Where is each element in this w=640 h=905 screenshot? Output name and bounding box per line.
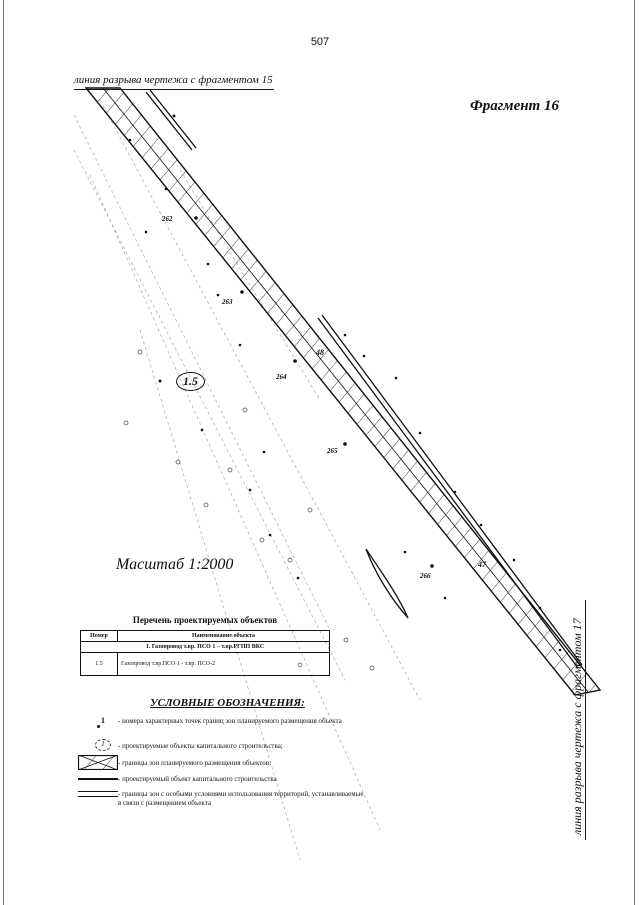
objects-table-title: Перечень проектируемых объектов [132,615,278,625]
break-line-side-label: линия разрыва чертежа с фрагментом 17 [570,618,584,835]
legend-title: УСЛОВНЫЕ ОБОЗНАЧЕНИЯ: [150,697,305,709]
table-group-row [81,642,330,653]
scale-label: Масштаб 1:2000 [116,556,234,573]
legend-item-objects: - проектируемые объекты капитального строительства; [118,742,283,750]
legend-object-number: 1 [101,740,105,748]
point-label-264: 264 [276,373,287,381]
col-name-header: Наименование объекта [118,631,330,642]
col-number-header: Номер [81,631,118,642]
legend-item-zones: - границы зон планируемого размещения объектов; [118,759,272,767]
legend-point-dot [97,725,100,728]
break-line-top-label: линия разрыва чертежа с фрагментом 15 [74,74,273,86]
object-label-1-5: 1.5 [176,372,205,391]
table-header-row [81,631,330,642]
lens-object [366,549,408,618]
legend-object-symbol [95,739,111,751]
table-row [81,653,330,676]
boundary-points [194,216,434,568]
point-label-263: 263 [222,298,233,306]
objects-table [80,630,330,676]
legend-point-symbol [95,716,115,736]
legend-zone-symbol [78,755,118,770]
row-number: 1.5 [81,653,118,676]
special-zone-lines [146,90,582,668]
point-label-266: 266 [420,572,431,580]
page-number: 507 [310,36,330,48]
placement-zone [86,88,600,695]
legend-item-special-zones: - границы зон с особыми условиями использования территорий, устанавливаемые в связи с размещением объекта [118,790,364,807]
legend-item-object-line: - проектируемый объект капитального строительства [118,775,277,783]
point-label-265: 265 [327,447,338,455]
legend-item-points: - номера характерных точек границ зон планируемого размещения объекта [118,717,342,725]
break-line-side [585,600,586,840]
fragment-title: Фрагмент 16 [470,98,559,114]
group-row-label: 1. Газопровод т.вр. ПСО 1 – т.вр.РГПП ВКС [81,642,330,653]
row-name: Газопровод т.вр.ПСО 1 - т.вр. ПСО-2 [118,653,330,676]
point-label-262: 262 [162,215,173,223]
legend-object-line-symbol [78,778,118,780]
zone-label-48: 48 [316,348,324,357]
zone-label-47: 47 [478,560,486,569]
legend-special-zone-symbol [78,791,118,797]
legend-point-number: 1 [101,716,105,725]
